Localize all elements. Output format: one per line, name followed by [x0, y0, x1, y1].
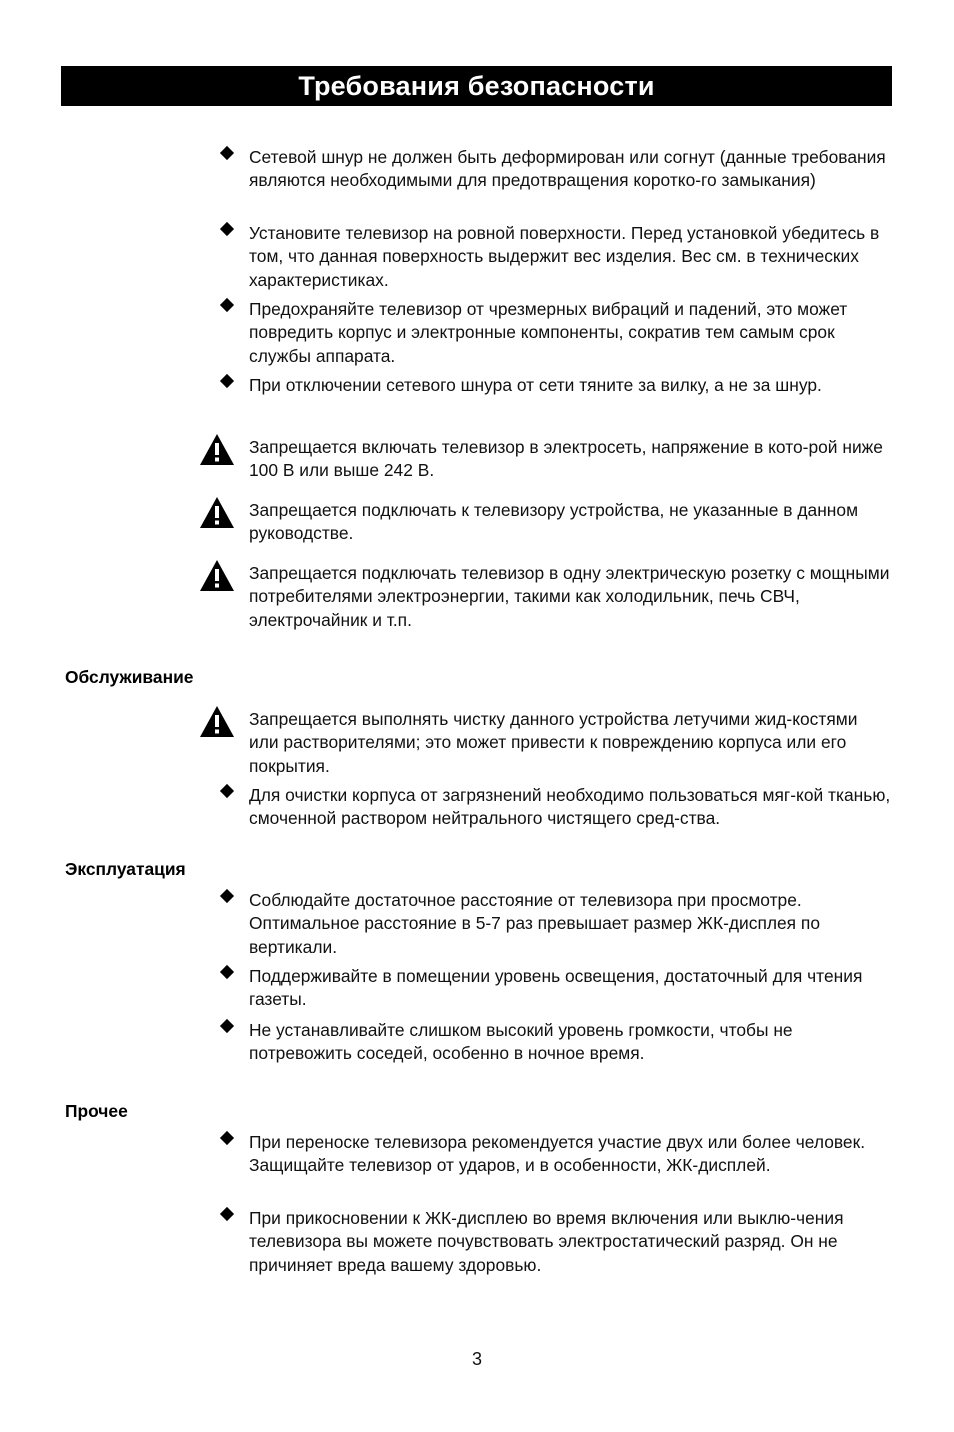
- list-item: [197, 1131, 897, 1178]
- list-item: [197, 298, 897, 368]
- diamond-bullet-icon: [197, 146, 237, 186]
- list-item: [197, 1207, 897, 1277]
- section-heading-maintenance: Обслуживание: [65, 667, 194, 687]
- diamond-bullet-icon: [197, 1131, 237, 1171]
- list-item-text: Сетевой шнур не должен быть деформирован или согнут (данные требования являются необходимыми для предотвращения коротко-го замыкания): [249, 147, 886, 191]
- list-item: [197, 222, 897, 292]
- page-number: 3: [471, 1349, 482, 1369]
- list-item: [197, 146, 897, 193]
- list-item: [197, 889, 897, 959]
- diamond-bullet-icon: [197, 374, 237, 414]
- warning-triangle-icon: [197, 499, 237, 539]
- page-title-bar: [61, 66, 892, 106]
- warning-triangle-icon: [197, 436, 237, 476]
- section-heading-other: Прочее: [65, 1101, 128, 1121]
- warning-triangle-icon: [197, 562, 237, 602]
- list-item-text: Соблюдайте достаточное расстояние от телевизора при просмотре. Оптимальное расстояние в 5-7 раз превышает размер ЖК-дисплея по вертикали.: [249, 890, 821, 957]
- diamond-bullet-icon: [197, 965, 237, 1005]
- diamond-bullet-icon: [197, 784, 237, 824]
- warning-item-text: Запрещается подключать телевизор в одну электрическую розетку с мощными потребителями электроэнергии, такими как холодильник, печь СВЧ, электрочайник и т.п.: [249, 563, 890, 630]
- warning-item: [197, 436, 897, 483]
- list-item: [197, 374, 897, 397]
- warning-item: [197, 562, 897, 632]
- diamond-bullet-icon: [197, 222, 237, 262]
- list-item-text: При переноске телевизора рекомендуется участие двух или более человек. Защищайте телевизор от ударов, и в особенности, ЖК-дисплей.: [249, 1132, 866, 1176]
- diamond-bullet-icon: [197, 298, 237, 338]
- list-item-text: Поддерживайте в помещении уровень освещения, достаточный для чтения газеты.: [249, 966, 863, 1010]
- section-heading-operation: Эксплуатация: [65, 859, 186, 879]
- diamond-bullet-icon: [197, 1207, 237, 1247]
- list-item-text: При прикосновении к ЖК-дисплею во время включения или выклю-чения телевизора вы можете почувствовать электростатический разряд. Он не причиняет вреда вашему здоровью.: [249, 1208, 844, 1275]
- list-item-text: При отключении сетевого шнура от сети тяните за вилку, а не за шнур.: [249, 375, 822, 395]
- page-title: Требования безопасности: [298, 70, 655, 101]
- diamond-bullet-icon: [197, 1019, 237, 1059]
- list-item-text: Установите телевизор на ровной поверхности. Перед установкой убедитесь в том, что данная поверхность выдержит вес изделия. Вес см. в технических характеристиках.: [249, 223, 880, 290]
- list-item-text: Предохраняйте телевизор от чрезмерных вибраций и падений, это может повредить корпус и электронные компоненты, сократив тем самым срок службы аппарата.: [249, 299, 848, 366]
- list-item: [197, 1019, 897, 1066]
- diamond-bullet-icon: [197, 889, 237, 929]
- warning-item-text: Запрещается включать телевизор в электросеть, напряжение в кото-рой ниже 100 В или выше 242 В.: [249, 437, 883, 481]
- warning-item: [197, 499, 897, 546]
- list-item: [197, 784, 897, 831]
- list-item-text: Для очистки корпуса от загрязнений необходимо пользоваться мяг-кой тканью, смоченной раствором нейтрального чистящего сред-ства.: [249, 785, 891, 829]
- warning-triangle-icon: [197, 708, 237, 748]
- warning-item-text: Запрещается подключать к телевизору устройства, не указанные в данном руководстве.: [249, 500, 859, 544]
- list-item-text: Не устанавливайте слишком высокий уровень громкости, чтобы не потревожить соседей, особенно в ночное время.: [249, 1020, 793, 1064]
- warning-item: [197, 708, 897, 778]
- list-item: [197, 965, 897, 1012]
- warning-item-text: Запрещается выполнять чистку данного устройства летучими жид-костями или растворителями; это может привести к повреждению корпуса или его покрытия.: [249, 709, 858, 776]
